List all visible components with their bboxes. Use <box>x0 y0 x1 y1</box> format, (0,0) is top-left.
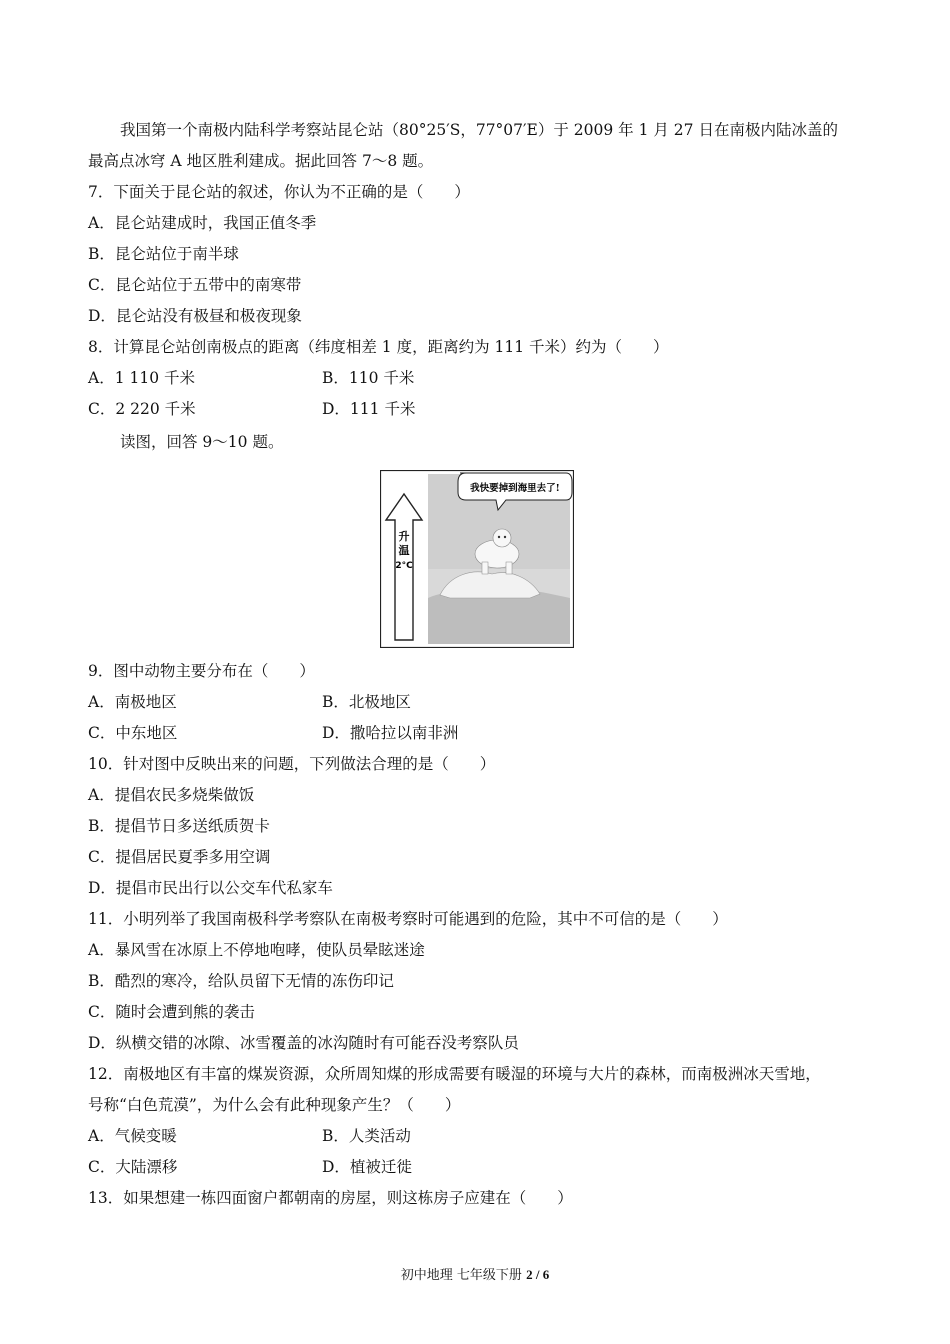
option-b: B．提倡节日多送纸质贺卡 <box>88 817 270 835</box>
option-b: B．昆仑站位于南半球 <box>88 245 239 263</box>
option-a: A．昆仑站建成时，我国正值冬季 <box>88 214 317 232</box>
option-d: D．纵横交错的冰隙、冰雪覆盖的冰沟随时有可能吞没考察队员 <box>88 1034 519 1052</box>
intro-line-2: 最高点冰穹 A 地区胜利建成。据此回答 7～8 题。 <box>88 152 434 170</box>
option-c: C．提倡居民夏季多用空调 <box>88 848 271 866</box>
arrow-label-1: 升 <box>398 530 410 543</box>
option-d: D．111 千米 <box>322 400 416 418</box>
option-a: A．提倡农民多烧柴做饭 <box>88 786 255 804</box>
arrow-label-3: 2°C <box>395 561 413 571</box>
question-stem: 9．图中动物主要分布在（ ） <box>88 662 315 680</box>
option-b: B．酷烈的寒冷，给队员留下无情的冻伤印记 <box>88 972 394 990</box>
option-b: B．110 千米 <box>322 369 415 387</box>
question-stem-line-1: 12．南极地区有丰富的煤炭资源，众所周知煤的形成需要有暖湿的环境与大片的森林，而南极洲冰天雪地， <box>88 1065 821 1083</box>
option-c: C．随时会遭到熊的袭击 <box>88 1003 255 1021</box>
question-stem: 11．小明列举了我国南极科学考察队在南极考察时可能遇到的危险，其中不可信的是（ ） <box>88 910 728 928</box>
question-stem: 8．计算昆仑站创南极点的距离（纬度相差 1 度，距离约为 111 千米）约为（ ） <box>88 338 669 356</box>
figure-svg <box>380 470 574 648</box>
option-c: C．大陆漂移 <box>88 1158 178 1176</box>
intro-line-1: 我国第一个南极内陆科学考察站昆仑站（80°25′S，77°07′E）于 2009 年 1 月 27 日在南极内陆冰盖的 <box>120 121 838 139</box>
question-stem: 7．下面关于昆仑站的叙述，你认为不正确的是（ ） <box>88 183 470 201</box>
page-footer <box>0 1264 950 1283</box>
arrow-label-2: 温 <box>398 544 410 557</box>
option-d: D．植被迁徙 <box>322 1158 412 1176</box>
question-stem-line-2: 号称“白色荒漠”，为什么会有此种现象产生？（ ） <box>88 1096 461 1114</box>
option-c: C．2 220 千米 <box>88 400 196 418</box>
read-figure-instruction: 读图，回答 9～10 题。 <box>120 433 284 451</box>
question-stem: 13．如果想建一栋四面窗户都朝南的房屋，则这栋房子应建在（ ） <box>88 1189 573 1207</box>
question-stem: 10．针对图中反映出来的问题，下列做法合理的是（ ） <box>88 755 496 773</box>
option-a: A．暴风雪在冰原上不停地咆哮，使队员晕眩迷途 <box>88 941 425 959</box>
option-d: D．提倡市民出行以公交车代私家车 <box>88 879 333 897</box>
option-b: B．北极地区 <box>322 693 411 711</box>
option-c: C．中东地区 <box>88 724 178 742</box>
option-a: A．气候变暖 <box>88 1127 177 1145</box>
page-number: 2 / 6 <box>526 1267 550 1282</box>
option-d: D．昆仑站没有极昼和极夜现象 <box>88 307 302 325</box>
option-c: C．昆仑站位于五带中的南寒带 <box>88 276 302 294</box>
option-b: B．人类活动 <box>322 1127 411 1145</box>
option-a: A．南极地区 <box>88 693 177 711</box>
option-a: A．1 110 千米 <box>88 369 195 387</box>
speech-text: 我快要掉到海里去了! <box>470 483 560 494</box>
polar-bear-warming-figure <box>380 470 574 648</box>
footer-text: 初中地理 七年级下册 <box>400 1268 522 1283</box>
option-d: D．撒哈拉以南非洲 <box>322 724 459 742</box>
